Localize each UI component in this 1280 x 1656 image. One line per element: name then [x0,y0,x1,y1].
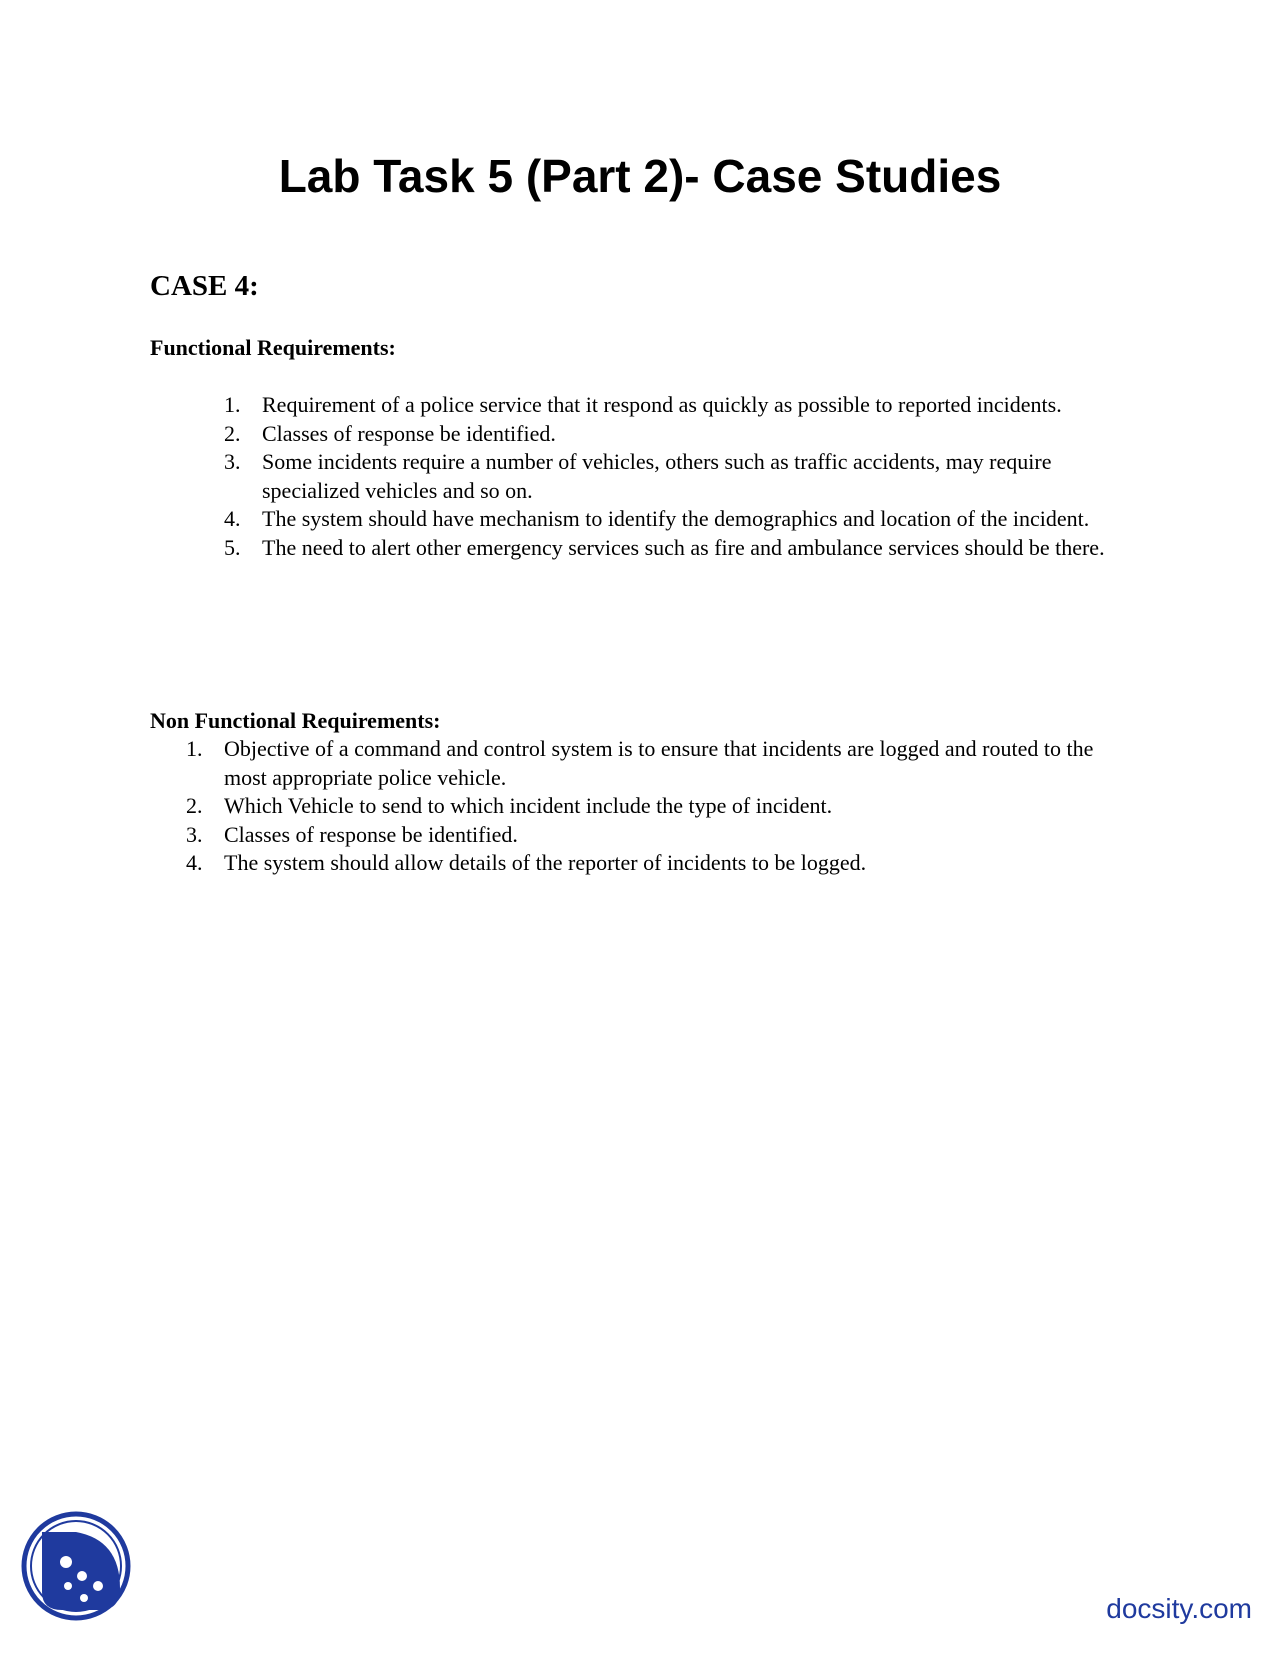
non-functional-requirements-heading: Non Functional Requirements: [150,708,441,733]
list-item-number: 3. [224,449,241,475]
list-item [186,849,1106,878]
list-item [186,792,1106,821]
list-item-text: Requirement of a police service that it respond as quickly as possible to reported incidents. [262,392,1062,417]
list-item-text: Classes of response be identified. [224,821,518,847]
list-item-text: The system should have mechanism to identify the demographics and location of the incident. [262,506,1090,532]
list-item-number: 2. [224,420,241,446]
functional-requirements-list [224,391,1124,563]
list-item-text: Some incidents require a number of vehicles, others such as traffic accidents, may require specialized vehicles and so on. [262,449,1052,503]
list-item [224,448,1124,505]
list-item-text: The system should allow details of the reporter of incidents to be logged. [224,850,867,876]
list-item [224,391,1124,420]
list-item-text: Classes of response be identified. [262,420,556,446]
list-item-text: Which Vehicle to send to which incident include the type of incident. [224,793,833,819]
list-item-number: 4. [186,850,203,876]
docsity-logo-icon[interactable] [20,1510,132,1622]
list-item [224,420,1124,449]
list-item [186,735,1106,792]
list-item-number: 1. [186,736,203,761]
list-item-number: 5. [224,534,241,560]
list-item-number: 4. [224,506,241,532]
docsity-brand-link[interactable]: docsity.com [1106,1593,1252,1624]
list-item-number: 1. [224,392,241,417]
functional-requirements-heading: Functional Requirements: [150,335,396,360]
case-heading: CASE 4: [150,270,259,302]
list-item-text: The need to alert other emergency services such as fire and ambulance services should be there. [262,534,1105,560]
list-item [224,505,1124,534]
list-item [224,534,1124,563]
page-title: Lab Task 5 (Part 2)- Case Studies [278,150,1002,202]
list-item-number: 3. [186,821,203,847]
list-item-number: 2. [186,793,203,819]
list-item [186,821,1106,850]
list-item-text: Objective of a command and control system is to ensure that incidents are logged and routed to the most appropriate police vehicle. [224,736,1094,790]
non-functional-requirements-list [186,735,1106,878]
